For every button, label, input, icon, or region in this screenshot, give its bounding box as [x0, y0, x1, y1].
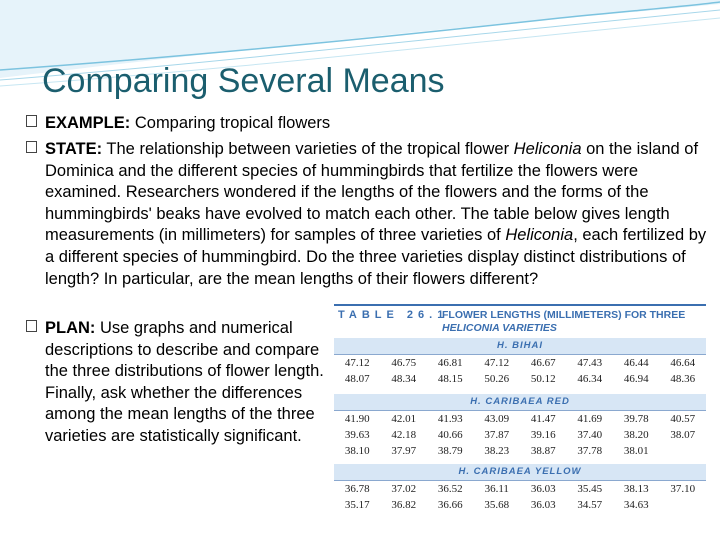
- table-cell: 47.12: [344, 357, 370, 369]
- table-rule: [334, 480, 706, 481]
- state-label: STATE:: [45, 140, 103, 158]
- plan-label: PLAN:: [45, 319, 96, 337]
- table-cell: 48.15: [437, 373, 463, 385]
- table-cell: 37.78: [577, 445, 603, 457]
- example-text: Comparing tropical flowers: [130, 114, 331, 132]
- table-cell: 38.07: [670, 429, 696, 441]
- table-cell: [660, 498, 707, 512]
- table-cell: 39.16: [530, 429, 556, 441]
- table-cell: 37.87: [484, 429, 510, 441]
- table-cell: 46.67: [530, 357, 556, 369]
- table-row: [334, 482, 706, 496]
- example-label: EXAMPLE:: [45, 114, 131, 132]
- table-rule: [334, 354, 706, 355]
- table-group-header: H. CARIBAEA RED: [334, 394, 706, 410]
- state-text-a: The relationship between varieties of the tropical flower: [102, 140, 514, 158]
- checkbox-bullet-icon: [26, 141, 37, 153]
- state-text-c: , each fertilized by a different species of hummingbird. Do the three varieties display distinct distributions of length? In particular, are the mean lengths of their flowers different?: [45, 226, 707, 288]
- bullet-plan: [26, 318, 326, 448]
- table-cell: 38.10: [344, 445, 370, 457]
- table-row: [334, 372, 706, 386]
- table-cell: 37.10: [670, 483, 696, 495]
- table-cell: 41.93: [437, 413, 463, 425]
- table-cell: 37.02: [391, 483, 417, 495]
- table-cell: 47.12: [484, 357, 510, 369]
- table-cell: 36.78: [344, 483, 370, 495]
- table-row: [334, 428, 706, 442]
- table-cell: 35.68: [484, 499, 510, 511]
- checkbox-bullet-icon: [26, 115, 37, 127]
- table-cell: 46.34: [577, 373, 603, 385]
- table-group-header: H. BIHAI: [334, 338, 706, 354]
- table-cell: 38.20: [623, 429, 649, 441]
- table-cell: 38.01: [623, 445, 649, 457]
- table-row: [334, 356, 706, 370]
- flower-lengths-table: [334, 304, 706, 514]
- table-cell: 38.13: [623, 483, 649, 495]
- table-header: [334, 304, 706, 336]
- state-italic-b: Heliconia: [505, 226, 574, 245]
- bullet-state: [26, 139, 714, 290]
- table-cell: 41.47: [530, 413, 556, 425]
- checkbox-bullet-icon: [26, 320, 37, 332]
- plan-text: Use graphs and numerical descriptions to describe and compare the three distributions of flower length. Finally, ask whether the differences among the mean lengths of the three varieties are statistically significant.: [45, 319, 324, 445]
- table-cell: 42.01: [391, 413, 417, 425]
- table-cell: 36.11: [484, 483, 509, 495]
- table-cell: 34.63: [623, 499, 649, 511]
- table-cell: 48.36: [670, 373, 696, 385]
- table-cell: 41.69: [577, 413, 603, 425]
- table-cell: 35.17: [344, 499, 370, 511]
- table-caption-line-1: FLOWER LENGTHS (MILLIMETERS) FOR THREE: [442, 309, 686, 321]
- table-cell: 46.64: [670, 357, 696, 369]
- table-cell: 39.78: [623, 413, 649, 425]
- table-cell: 38.79: [437, 445, 463, 457]
- table-cell: 42.18: [391, 429, 417, 441]
- table-caption-line-2: HELICONIA VARIETIES: [442, 322, 557, 334]
- table-cell: 43.09: [484, 413, 510, 425]
- table-cell: 47.43: [577, 357, 603, 369]
- table-cell: 37.97: [391, 445, 417, 457]
- table-group-header: H. CARIBAEA YELLOW: [334, 464, 706, 480]
- table-cell: 36.03: [530, 483, 556, 495]
- table-cell: 50.26: [484, 373, 510, 385]
- table-cell: 40.66: [437, 429, 463, 441]
- table-cell: 48.34: [391, 373, 417, 385]
- table-cell: 41.90: [344, 413, 370, 425]
- table-cell: 48.07: [344, 373, 370, 385]
- table-cell: 50.12: [530, 373, 556, 385]
- table-cell: 35.45: [577, 483, 603, 495]
- table-cell: 46.75: [391, 357, 417, 369]
- table-cell: 34.57: [577, 499, 603, 511]
- table-cell: 36.66: [437, 499, 463, 511]
- table-cell: 46.44: [623, 357, 649, 369]
- table-label: TABLE 26.1: [338, 309, 449, 321]
- table-cell: 36.03: [530, 499, 556, 511]
- state-italic-a: Heliconia: [513, 140, 582, 158]
- table-row: [334, 498, 706, 512]
- table-row: [334, 444, 706, 458]
- table-cell: 38.23: [484, 445, 510, 457]
- table-cell: 37.40: [577, 429, 603, 441]
- page-title: Comparing Several Means: [42, 62, 445, 100]
- table-cell: 38.87: [530, 445, 556, 457]
- bullet-example: [26, 113, 706, 135]
- table-cell: [660, 444, 707, 458]
- table-rule: [334, 410, 706, 411]
- table-cell: 40.57: [670, 413, 696, 425]
- table-cell: 36.82: [391, 499, 417, 511]
- state-text-b: on the island of Dominica and the different species of hummingbirds that fertilize the flowers were examined. Researchers wondered if the lengths of the flowers and the forms of the hummingbirds' beaks have evolved to match each other. The table below gives length measurements (in millimeters) for samples of three varieties of: [45, 140, 699, 245]
- table-cell: 39.63: [344, 429, 370, 441]
- table-cell: 36.52: [437, 483, 463, 495]
- table-row: [334, 412, 706, 426]
- table-cell: 46.81: [437, 357, 463, 369]
- table-cell: 46.94: [623, 373, 649, 385]
- table-caption: [442, 309, 702, 335]
